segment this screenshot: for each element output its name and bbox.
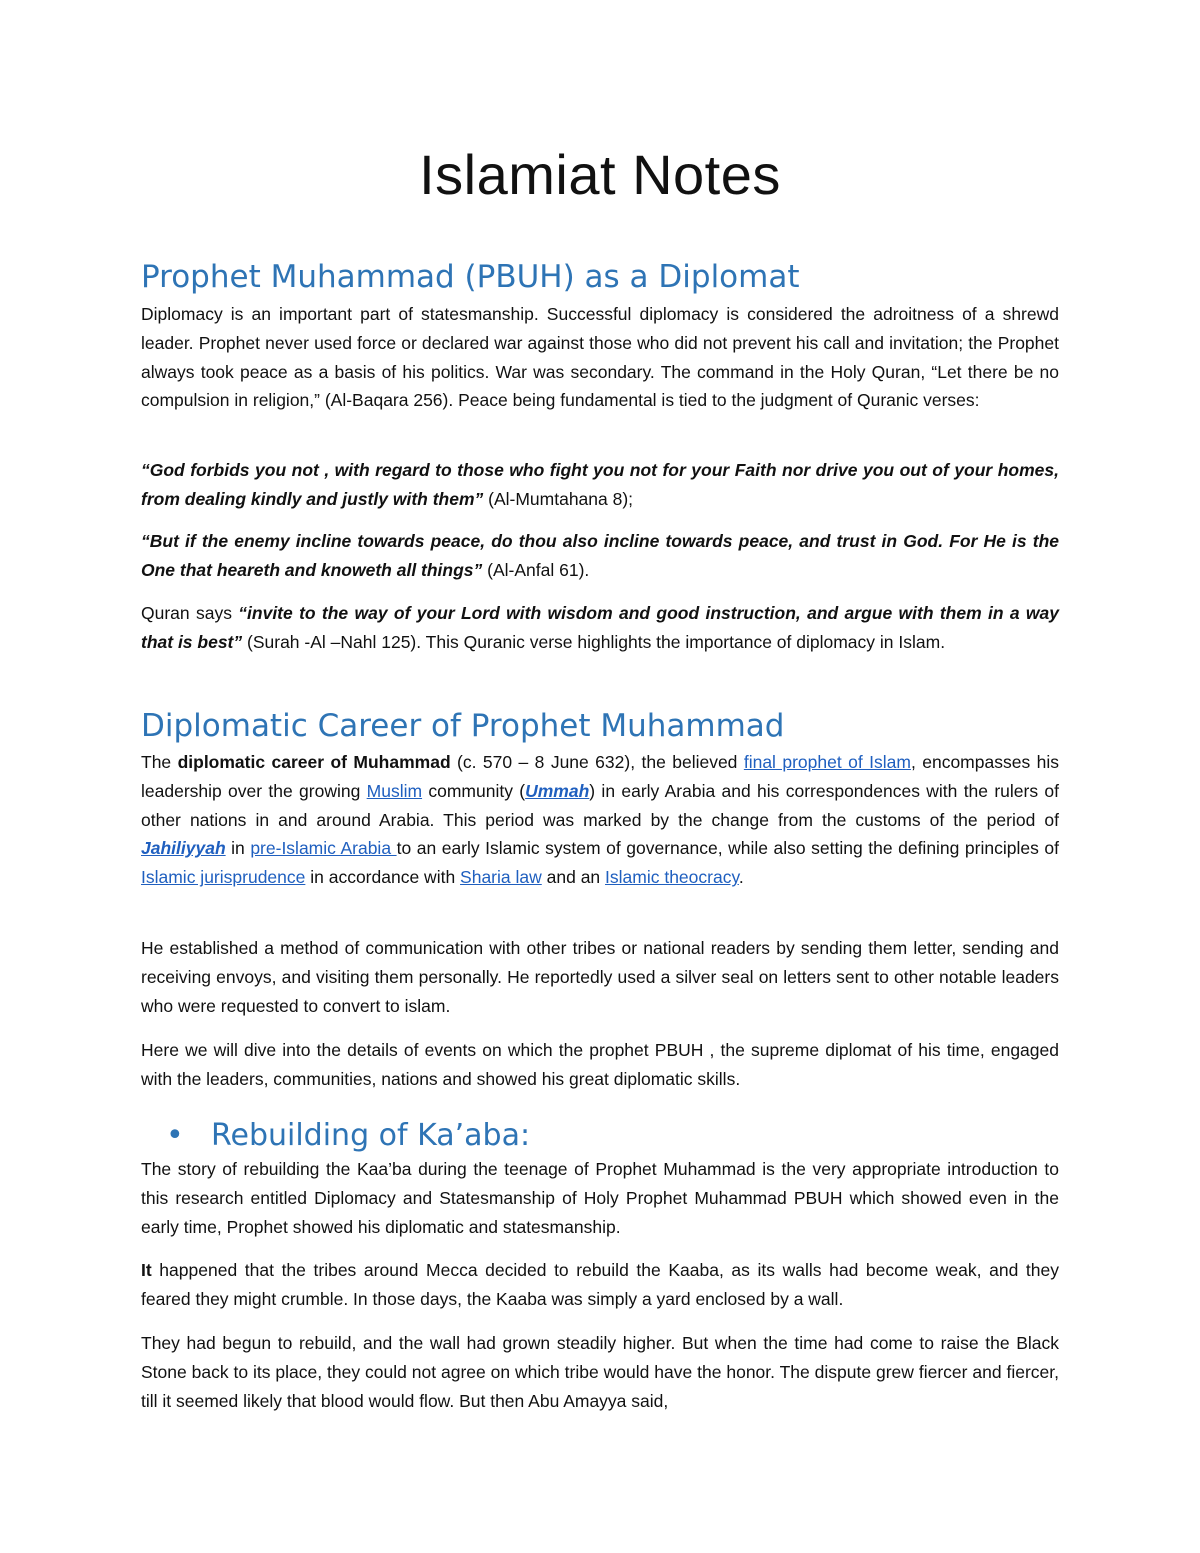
paragraph-diplomacy-intro: Diplomacy is an important part of statesmanship. Successful diplomacy is considered the adroitness of a shrewd leader. Prophet never used force or declared war against those who did not prevent his call and invitation; the Prophet always took peace as a basis of his politics. War was secondary. The command in the Holy Quran, “Let there be no compulsion in religion,” (Al-Baqara 256). Peace being fundamental is tied to the judgment of Quranic verses: bbox=[141, 304, 1059, 411]
link-sharia-law[interactable]: Sharia law bbox=[460, 867, 542, 888]
text-run: The bbox=[141, 752, 178, 772]
paragraph-career bbox=[141, 748, 1059, 892]
heading-text: Rebuilding of Ka’aba: bbox=[211, 1118, 531, 1153]
paragraph-communication: He established a method of communication with other tribes or national readers by sending them letter, sending and receiving envoys, and visiting them personally. He reportedly used a silver seal on letters sent to other notable leaders who were requested to convert to islam. bbox=[141, 938, 1059, 1016]
quote-reference: (Surah -Al –Nahl 125). This Quranic verse highlights the importance of diplomacy in Islam. bbox=[242, 631, 946, 652]
link-final-prophet[interactable]: final prophet of Islam bbox=[743, 752, 911, 772]
text-run: community ( bbox=[422, 780, 526, 801]
document-title: Islamiat Notes bbox=[419, 143, 781, 206]
text-run: (c. 570 – 8 June 632), the believed bbox=[450, 752, 744, 772]
text-run: in bbox=[225, 838, 251, 859]
text-run: . bbox=[738, 867, 744, 888]
quote-text: “But if the enemy incline towards peace, do thou also incline towards peace, and trust in God. For He is the One that heareth and knoweth all things” bbox=[141, 531, 1059, 580]
text-run: ) in early Arabia and his correspondences with the rulers of other nations in and around Arabia. This period was marked by the change from the customs of the period of bbox=[141, 780, 1059, 830]
text-run: and an bbox=[541, 867, 606, 888]
link-islamic-theocracy[interactable]: Islamic theocracy bbox=[605, 867, 739, 888]
link-pre-islamic-arabia[interactable]: pre-Islamic Arabia bbox=[250, 838, 397, 859]
paragraph-black-stone: They had begun to rebuild, and the wall had grown steadily higher. But when the time had come to raise the Black Stone back to its place, they could not agree on which tribe would have the honor. The dispute grew fiercer and fiercer, till it seemed likely that blood would flow. But then Abu Amayya said, bbox=[141, 1333, 1059, 1411]
quote-reference: (Al-Anfal 61). bbox=[482, 559, 590, 580]
link-islamic-jurisprudence[interactable]: Islamic jurisprudence bbox=[141, 867, 306, 888]
text-run: in accordance with bbox=[305, 867, 461, 888]
quote-reference: (Al-Mumtahana 8); bbox=[483, 488, 634, 509]
heading-rebuilding-kaaba bbox=[166, 1116, 530, 1156]
paragraph-details: Here we will dive into the details of events on which the prophet PBUH , the supreme diplomat of his time, engaged with the leaders, communities, nations and showed his great diplomatic skills. bbox=[141, 1040, 1059, 1089]
link-ummah[interactable]: Ummah bbox=[525, 780, 590, 801]
paragraph-tribes-rebuild bbox=[141, 1256, 1059, 1314]
link-jahiliyyah[interactable]: Jahiliyyah bbox=[141, 838, 226, 859]
bullet-icon: • bbox=[166, 1118, 184, 1153]
quote-al-nahl bbox=[141, 599, 1059, 657]
bold-term: diplomatic career of Muhammad bbox=[177, 752, 451, 772]
quote-al-anfal bbox=[141, 527, 1059, 585]
link-muslim[interactable]: Muslim bbox=[366, 780, 423, 801]
heading-prophet-diplomat: Prophet Muhammad (PBUH) as a Diplomat bbox=[141, 259, 800, 295]
bold-start: It bbox=[141, 1260, 152, 1280]
paragraph-kaaba-story: The story of rebuilding the Kaa’ba during the teenage of Prophet Muhammad is the very appropriate introduction to this research entitled Diplomacy and Statesmanship of Holy Prophet Muhammad PBUH which showed even in the early time, Prophet showed his diplomatic and statesmanship. bbox=[141, 1159, 1059, 1237]
quote-text: “God forbids you not , with regard to those who fight you not for your Faith nor drive you out of your homes, from dealing kindly and justly with them” bbox=[141, 460, 1059, 509]
text-run: , encompasses his leadership over the growing bbox=[141, 752, 1059, 801]
quote-al-mumtahana bbox=[141, 456, 1059, 514]
quote-text: “invite to the way of your Lord with wisdom and good instruction, and argue with them in a way that is best” bbox=[141, 603, 1059, 652]
quote-intro: Quran says bbox=[141, 603, 239, 623]
text-run: to an early Islamic system of governance, while also setting the defining principles of bbox=[396, 838, 1059, 859]
text-run: happened that the tribes around Mecca decided to rebuild the Kaaba, as its walls had become weak, and they feared they might crumble. In those days, the Kaaba was simply a yard enclosed by a wall. bbox=[141, 1260, 1059, 1309]
heading-diplomatic-career: Diplomatic Career of Prophet Muhammad bbox=[141, 708, 785, 744]
